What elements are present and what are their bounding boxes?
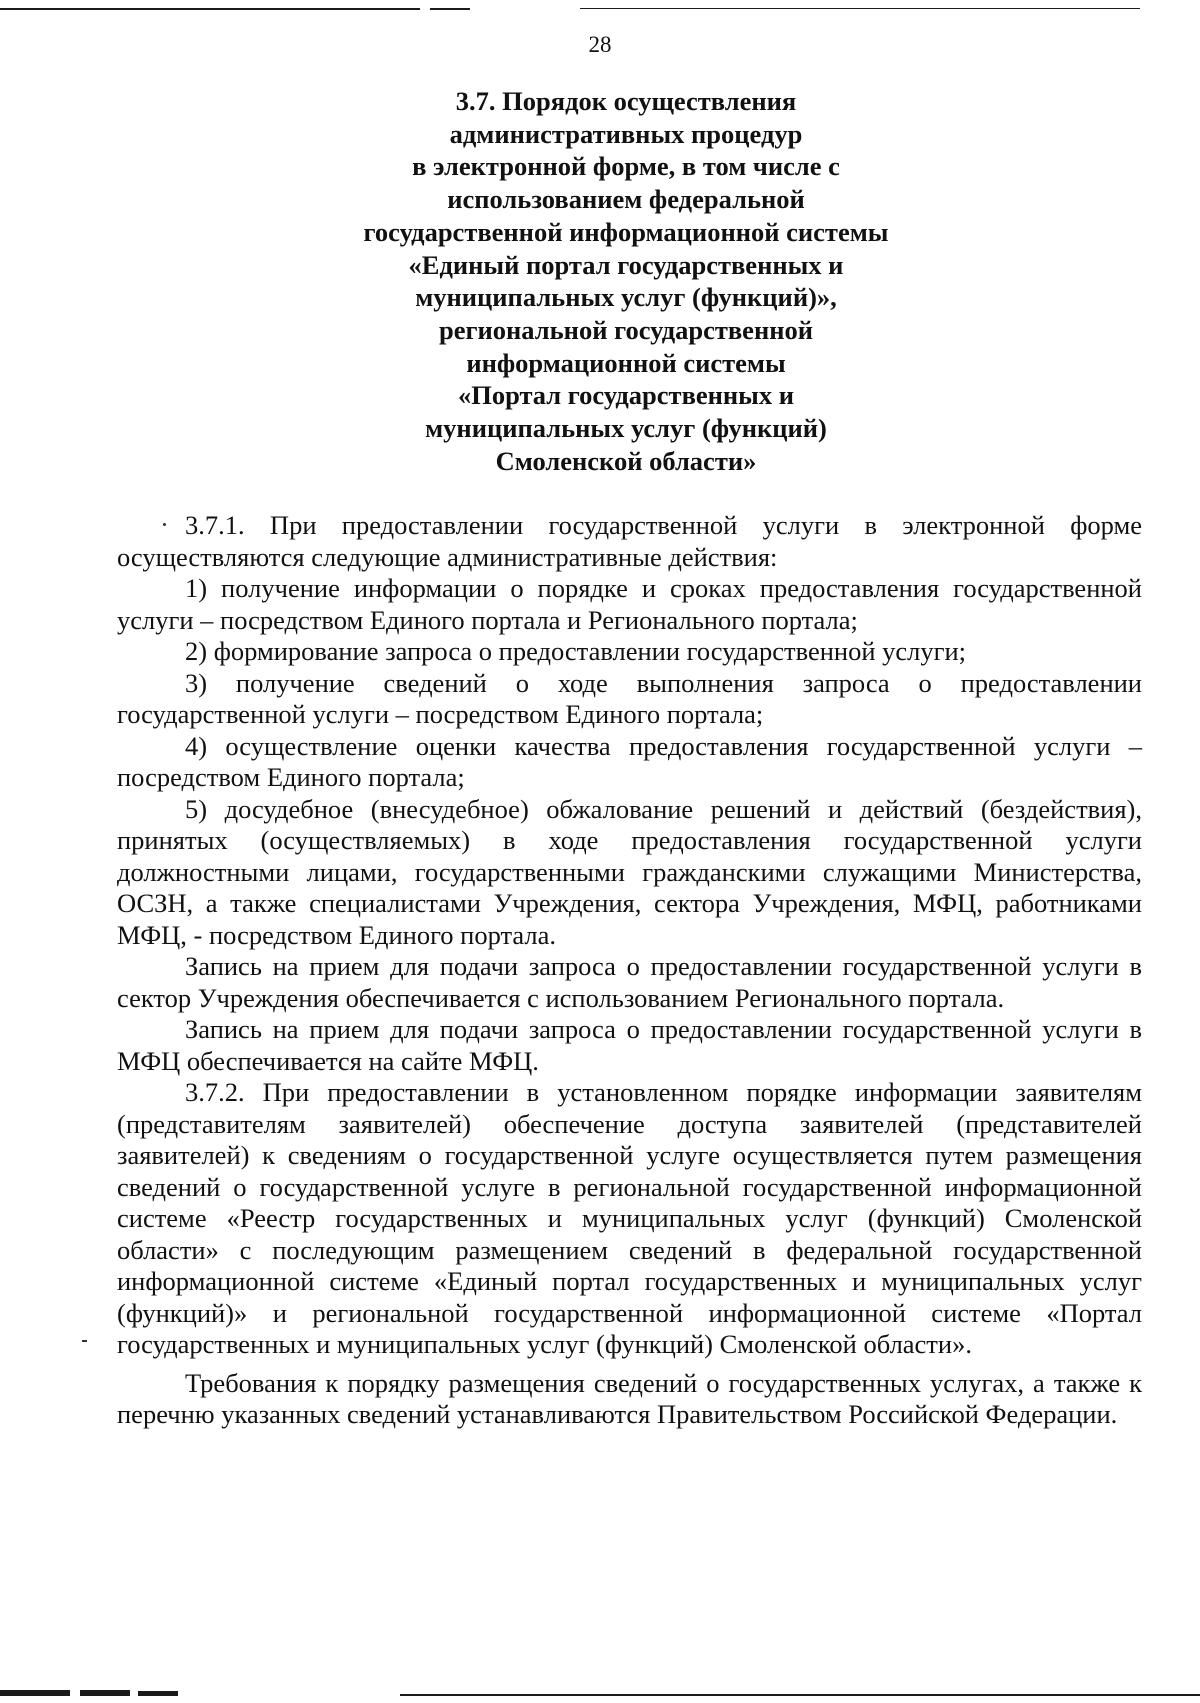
section-title-line: административных процедур: [449, 118, 803, 149]
document-body: [117, 510, 1142, 1431]
section-title-line: муниципальных услуг (функций)»,: [415, 282, 837, 313]
paragraph-appointment-sector: Запись на прием для подачи запроса о предоставлении государственной услуги в сектор Учреждения обеспечивается с использованием Регионального портала.: [117, 951, 1142, 1013]
section-title-line: государственной информационной системы: [363, 216, 889, 247]
page-number: 28: [588, 32, 612, 57]
section-title-line: Смоленской области»: [495, 445, 757, 476]
paragraph-requirements: Требования к порядку размещения сведений о государственных услугах, а также к перечню указанных сведений устанавливаются Правительством Российской Федерации.: [117, 1367, 1142, 1429]
section-title-line: в электронной форме, в том числе с: [412, 151, 840, 182]
scan-edge-top: [580, 8, 1140, 9]
section-title-line: использованием федеральной: [447, 184, 805, 215]
list-item-1: 1) получение информации о порядке и сроках предоставления государственной услуги – посредством Единого портала и Регионального портала;: [117, 573, 1142, 635]
scan-edge-bottom: [400, 1694, 1200, 1696]
scan-edge-bottom: [80, 1690, 130, 1696]
paragraph-appointment-mfc: Запись на прием для подачи запроса о предоставлении государственной услуги в МФЦ обеспечивается на сайте МФЦ.: [117, 1014, 1142, 1076]
section-title-line: «Единый портал государственных и: [408, 249, 844, 280]
scan-speck: [82, 1340, 87, 1342]
section-title-line: информационной системы: [466, 347, 786, 378]
section-title-line: «Портал государственных и: [457, 380, 795, 411]
scan-edge-top: [0, 8, 420, 10]
list-item-3: 3) получение сведений о ходе выполнения запроса о предоставлении государственной услуги – посредством Единого портала;: [117, 667, 1142, 729]
paragraph-3-7-1: 3.7.1. При предоставлении государственной услуги в электронной форме осуществляются следующие административные действия:: [117, 510, 1142, 572]
list-item-5: 5) досудебное (внесудебное) обжалование решений и действий (бездействия), принятых (осуществляемых) в ходе предоставления государственной услуги должностными лицами, государственными гражданскими служащими Министерства, ОСЗН, а также специалистами Учреждения, сектора Учреждения, МФЦ, работниками МФЦ, - посредством Единого портала.: [117, 793, 1142, 950]
section-title: [250, 85, 1002, 477]
section-title-line: 3.7. Порядок осуществления: [455, 86, 797, 116]
scan-edge-bottom: [0, 1690, 70, 1696]
section-title-line: региональной государственной: [438, 314, 813, 345]
section-title-line: муниципальных услуг (функций): [425, 413, 827, 444]
paragraph-3-7-2: 3.7.2. При предоставлении в установленном порядке информации заявителям (представителям заявителей) обеспечение доступа заявителей (представителей заявителей) к сведениям о государственной услуге осуществляется путем размещения сведений о государственной услуге в региональной государственной информационной системе «Реестр государственных и муниципальных услуг (функций) Смоленской области» с последующим размещением сведений в федеральной государственной информационной системе «Единый портал государственных и муниципальных услуг (функций)» и региональной государственной информационной системе «Портал государственных и муниципальных услуг (функций) Смоленской области».: [117, 1077, 1142, 1359]
list-item-4: 4) осуществление оценки качества предоставления государственной услуги – посредством Единого портала;: [117, 730, 1142, 792]
list-item-2: 2) формирование запроса о предоставлении государственной услуги;: [185, 636, 967, 666]
scan-edge-bottom: [138, 1691, 178, 1696]
scan-edge-top: [430, 8, 470, 10]
